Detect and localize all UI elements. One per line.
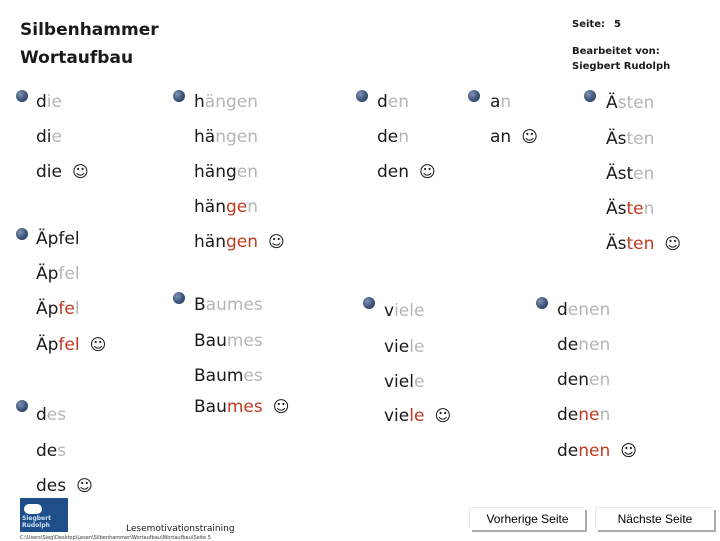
word-haengen-step5: hängen ☺ <box>194 232 285 252</box>
word-denen-step3: denen <box>557 370 611 390</box>
word-die-step2: die <box>36 127 62 147</box>
word-viele-step1: viele <box>384 301 425 321</box>
hammer-bullet-icon[interactable] <box>363 297 375 309</box>
logo-text: Siegbert Rudolph <box>22 515 51 529</box>
word-denen-step4: denen <box>557 405 611 425</box>
logo-cloud-icon <box>24 504 42 514</box>
smiley-icon: ☺ <box>419 162 436 181</box>
smiley-icon: ☺ <box>664 234 682 253</box>
word-haengen-step1: hängen <box>194 92 258 112</box>
footer-path: C:\Users\Sieg\Desktop\Lesen\Silbenhammer\Wortaufbau\Wortaufbau\Seite 5 <box>20 535 211 541</box>
word-viele-step2: viele <box>384 337 425 357</box>
smiley-icon: ☺ <box>89 335 107 354</box>
word-denen-step2: denen <box>557 335 611 355</box>
word-aepfel-step2: Äpfel <box>36 264 80 284</box>
word-die-step1: die <box>36 92 62 112</box>
hammer-bullet-icon[interactable] <box>173 292 185 304</box>
smiley-icon: ☺ <box>272 397 290 416</box>
smiley-icon: ☺ <box>71 162 89 181</box>
hammer-bullet-icon[interactable] <box>356 90 368 102</box>
word-an-step2: an ☺ <box>490 127 538 147</box>
page-subtitle: Wortaufbau <box>20 48 134 68</box>
word-des-step1: des <box>36 405 67 425</box>
word-aepfel-step4: Äpfel ☺ <box>36 335 107 355</box>
word-denen-step1: denen <box>557 300 611 320</box>
word-aesten-step5: Ästen ☺ <box>606 234 682 254</box>
edited-label: Bearbeitet von: <box>572 46 660 57</box>
word-des-step2: des <box>36 441 67 461</box>
logo <box>20 498 68 532</box>
previous-page-button[interactable]: Vorherige Seite <box>470 508 585 530</box>
word-haengen-step4: hängen <box>194 197 258 217</box>
page-label: Seite: <box>572 19 605 30</box>
hammer-bullet-icon[interactable] <box>16 90 28 102</box>
smiley-icon: ☺ <box>76 476 93 495</box>
word-aesten-step3: Ästen <box>606 164 655 184</box>
word-aesten-step4: Ästen <box>606 199 655 219</box>
hammer-bullet-icon[interactable] <box>536 297 548 309</box>
word-des-step3: des ☺ <box>36 476 93 496</box>
page-number: 5 <box>614 19 621 30</box>
smiley-icon: ☺ <box>434 406 452 425</box>
hammer-bullet-icon[interactable] <box>16 400 28 412</box>
next-page-button[interactable]: Nächste Seite <box>596 508 714 530</box>
word-viele-step3: viele <box>384 372 425 392</box>
word-an-step1: an <box>490 92 512 112</box>
page-title: Silbenhammer <box>20 20 159 40</box>
smiley-icon: ☺ <box>268 232 285 251</box>
hammer-bullet-icon[interactable] <box>16 228 28 240</box>
hammer-bullet-icon[interactable] <box>468 90 480 102</box>
word-haengen-step3: hängen <box>194 162 258 182</box>
word-denen-step5: denen ☺ <box>557 441 637 461</box>
word-baumes-step3: Baumes <box>194 366 263 386</box>
word-viele-step4: viele ☺ <box>384 406 452 426</box>
hammer-bullet-icon[interactable] <box>173 90 185 102</box>
smiley-icon: ☺ <box>620 441 637 460</box>
word-aesten-step1: Ästen <box>606 93 655 113</box>
hammer-bullet-icon[interactable] <box>584 90 596 102</box>
author: Siegbert Rudolph <box>572 61 671 72</box>
word-aepfel-step3: Äpfel <box>36 299 80 319</box>
word-den-step1: den <box>377 92 410 112</box>
word-den-step2: den <box>377 127 410 147</box>
smiley-icon: ☺ <box>521 127 538 146</box>
word-baumes-step1: Baumes <box>194 295 263 315</box>
word-haengen-step2: hängen <box>194 127 259 147</box>
word-baumes-step4: Baumes ☺ <box>194 397 290 417</box>
word-aepfel-step1: Äpfel <box>36 229 80 249</box>
word-aesten-step2: Ästen <box>606 129 655 149</box>
word-die-step3: die ☺ <box>36 162 89 182</box>
footer-title: Lesemotivationstraining <box>126 524 235 534</box>
word-den-step3: den ☺ <box>377 162 436 182</box>
word-baumes-step2: Baumes <box>194 331 263 351</box>
